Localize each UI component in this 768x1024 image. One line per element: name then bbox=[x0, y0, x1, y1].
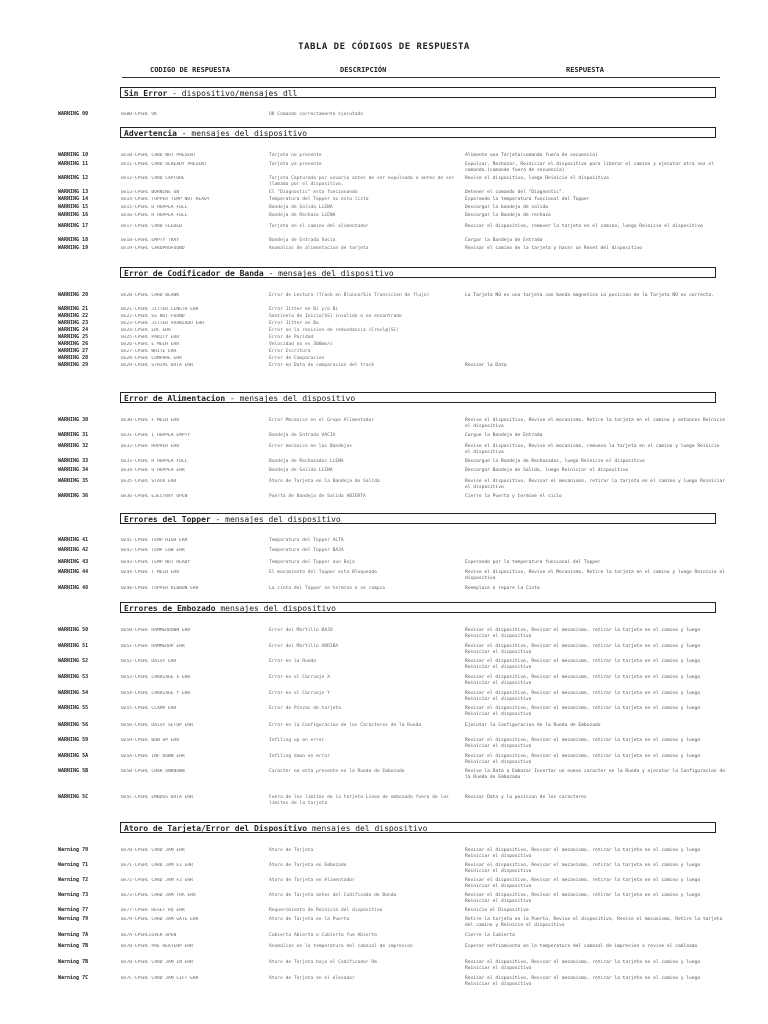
description: Atoro de Tarjeta en Embozado bbox=[269, 863, 347, 868]
response-code: 0x51-CPSRC HAMMERUP ERR bbox=[121, 644, 185, 649]
description: Error Escritura bbox=[269, 349, 311, 354]
warning-level: WARNING 21 bbox=[58, 306, 89, 312]
response: Revisar Data y la posicion de los caracteres bbox=[465, 795, 587, 800]
warning-level: WARNING 15 bbox=[58, 204, 89, 210]
warning-level: WARNING 52 bbox=[58, 658, 89, 664]
description: Error en la Rueda bbox=[269, 659, 317, 664]
description: Bandeja de Salida LLENA bbox=[269, 468, 333, 473]
description: Tarjeta en el camino del alimentador bbox=[269, 224, 369, 229]
description: Atoro de Tarjeta en Alimentador bbox=[269, 878, 355, 883]
section-subtitle: - mensajes del dispositivo bbox=[263, 269, 394, 278]
response-code: 0x28-CPSRC COMPARE ERR bbox=[121, 356, 182, 361]
warning-level: WARNING 42 bbox=[58, 547, 89, 553]
response-code: 0x43-CPSRC TEMP NOT READY bbox=[121, 560, 191, 565]
warning-level: WARNING 56 bbox=[58, 722, 89, 728]
section-title: Advertencia bbox=[124, 129, 177, 138]
response-code: 0x41-CPSRC TEMP HIGH ERR bbox=[121, 538, 188, 543]
response-code: 0x42-CPSRC TEMP LOW ERR bbox=[121, 548, 185, 553]
response: Cargar la Bandeja de Entrada bbox=[465, 238, 543, 243]
section-title: Error de Alimentacion bbox=[124, 394, 226, 403]
response-code: 0x17-CPSRC CARD FEEDED bbox=[121, 224, 182, 229]
response: Revise el dispositivo, Revise el mecanismo, remueva la tarjeta en el camino y luego Reinicie el dispositivo bbox=[465, 444, 720, 455]
response: Revisar el dispositivo, Revisar el mecanismo, retirar la tarjeta en el camino y luego Reiniciar el dispositivo bbox=[465, 628, 701, 639]
description: Requerimiento de Reinicio del dispositivo bbox=[269, 908, 383, 913]
response: Descargar Bandeja de Salida, luego Reiniciar el dispositivo bbox=[465, 468, 629, 473]
warning-level: WARNING 26 bbox=[58, 341, 89, 347]
warning-level: WARNING 20 bbox=[58, 292, 89, 298]
description: Error Mecanico en el Grupo Alimentador bbox=[269, 418, 375, 423]
response-code: 0x13-CPSRC BURNING ON bbox=[121, 190, 180, 195]
response: Revise el dispositivo, Revisar el mecanismo, retirar la tarjeta en el camino y luego Reiniciar el dispositivo bbox=[465, 479, 725, 490]
description: Error Jitter en Bi y/o Bi bbox=[269, 307, 339, 312]
page-title: TABLA DE CÓDIGOS DE RESPUESTA bbox=[298, 42, 470, 52]
warning-level: WARNING 22 bbox=[58, 313, 89, 319]
response: Cierre la Cubierta bbox=[465, 933, 515, 938]
response: Cargue la Bandeja de Entrada bbox=[465, 433, 543, 438]
warning-level: WARNING 32 bbox=[58, 443, 89, 449]
response-code: 0x34-CPSRC O HOPPER ERR bbox=[121, 468, 185, 473]
warning-level: WARNING 10 bbox=[58, 152, 89, 158]
warning-level: WARNING 30 bbox=[58, 417, 89, 423]
response: Descargue la Bandeja de Rechazados, luego Reinicie el dispositivo bbox=[465, 459, 645, 464]
response-code: 0x16-CPSRC R HOPPER FULL bbox=[121, 213, 188, 218]
response: Revisar el dispositivo, Revisar el mecanismo, retirar la tarjeta en el camino y luego Reiniciar el dispositivo bbox=[465, 706, 701, 717]
description: Anomalias en la temperatura del cabezal de impresion bbox=[269, 944, 413, 949]
description: Error de Lectura (Track en Blanco/Sin Transicion de flujo) bbox=[269, 293, 430, 298]
description: Sentinela de Inicio(SS) invalido o no encontrado bbox=[269, 314, 402, 319]
warning-level: Warning 7C bbox=[58, 975, 89, 981]
description: Cubierta Abierta o Cubierta fue Abierta bbox=[269, 933, 377, 938]
response: Revise la Data a Embozar Insertar un nuevo caracter en la Rueda y ejecutar la Configuracion de la Rueda de Embozado bbox=[465, 769, 725, 780]
response-code: 0x00-CPSRC OK bbox=[121, 112, 157, 117]
response: Revisar el dispositivo, remover la tarjeta en el camino, luego Reinicie el dispositivo bbox=[465, 224, 703, 229]
warning-level: WARNING 53 bbox=[58, 674, 89, 680]
description: Error en la Configuracion de los Caracteres de la Rueda bbox=[269, 723, 422, 728]
warning-level: Warning 7B bbox=[58, 943, 89, 949]
response: Esperando por la temperatura funcional del Topper bbox=[465, 560, 601, 565]
warning-level: Warning 7B bbox=[58, 959, 89, 965]
response: Ejecutar la Configuracion de la Rueda de Embozado bbox=[465, 723, 601, 728]
description: Atoro de Tarjeta bajo el Codificador Rm bbox=[269, 960, 377, 965]
section-subtitle: - mensajes del dispositivo bbox=[225, 394, 356, 403]
description: Temperatura del Topper aun Baja bbox=[269, 560, 355, 565]
section-title: Sin Error bbox=[124, 89, 168, 98]
description: Bandeja de Rechazados LLENA bbox=[269, 459, 344, 464]
section-subtitle: - mensajes del dispositivo bbox=[176, 129, 308, 138]
section-header bbox=[120, 392, 716, 403]
description: Temperatura del Topper no esta lista bbox=[269, 197, 369, 202]
warning-level: WARNING 25 bbox=[58, 334, 89, 340]
response: Descargar la bandeja de salida bbox=[465, 205, 548, 210]
response-code: 0x26-CPSRC E MECH ERR bbox=[121, 342, 180, 347]
header-response: RESPUESTA bbox=[566, 66, 604, 74]
description: Temperatura del Topper BAJA bbox=[269, 548, 344, 553]
warning-level: WARNING 19 bbox=[58, 245, 89, 251]
response: Revise el dispositivo, luego Reinicie el dispositivo bbox=[465, 176, 609, 181]
warning-level: WARNING 16 bbox=[58, 212, 89, 218]
description: Anomalias de alimentacion de tarjeta bbox=[269, 246, 369, 251]
response-code: 0x25-CPSRC PARITY ERR bbox=[121, 335, 180, 340]
description: Error mecanico en las Bandejas bbox=[269, 444, 352, 449]
warning-level: WARNING 5C bbox=[58, 794, 89, 800]
description: Atoro de Tarjeta antes del Codificado de Banda bbox=[269, 893, 397, 898]
warning-level: WARNING 13 bbox=[58, 189, 89, 195]
description: Atoro de Tarjeta en la Puerta bbox=[269, 917, 350, 922]
response: Revisar el dispositivo, Revisar el mecanismo, retirar la tarjeta en el camino y luego Reiniciar el dispositivo bbox=[465, 960, 701, 971]
description: Bandeja de Entrada VACIA bbox=[269, 433, 336, 438]
description: Error en la revision de redundancia (Crosl@(SC) bbox=[269, 328, 399, 333]
response: Revise el dispositivo, Revise el mecanismo, Retire la tarjeta en el camino y entonces Reinicie el dispositivo bbox=[465, 418, 725, 429]
response-code: 0x15-CPSRC D HOPPER FULL bbox=[121, 205, 188, 210]
description: Atoro de Tarjeta en la Bandeja de Salida bbox=[269, 479, 380, 484]
warning-level: WARNING 29 bbox=[58, 362, 89, 368]
response-code: 0x27-CPSRC WRITE ERR bbox=[121, 349, 177, 354]
section-header bbox=[120, 602, 716, 613]
response-code: 0x48-CPSRC TOPPER RIBBON ERR bbox=[121, 586, 199, 591]
section-title: Errores de Embozado bbox=[124, 604, 216, 613]
response-code: 0x11-CPSRC CARD ALREADY PRESENT bbox=[121, 162, 207, 167]
warning-level: WARNING 50 bbox=[58, 627, 89, 633]
description: Error en Data de comparacion del track bbox=[269, 363, 375, 368]
response: Esperando la temperatura funcional del Topper bbox=[465, 197, 590, 202]
description: Bandeja de Entrada Vacia bbox=[269, 238, 336, 243]
response: Revisar el dispositivo, Revisar el mecanismo, retirar la tarjeta en el camino y luego Reiniciar el dispositivo bbox=[465, 754, 701, 765]
response-code: 0x72-CPSRC CARD JAM F2 ERR bbox=[121, 878, 193, 883]
warning-level: WARNING 48 bbox=[58, 585, 89, 591]
warning-level: WARNING 54 bbox=[58, 690, 89, 696]
response-code: 0x7B-CPSRC PRE HEATERP ERR bbox=[121, 944, 193, 949]
section-title: Error de Codificador de Banda bbox=[124, 269, 264, 278]
response-code: 0x55-CPSRC CLAMP ERR bbox=[121, 706, 177, 711]
response-code: 0x12-CPSRC CARD CAPTURE bbox=[121, 176, 185, 181]
response-code: 0x14-CPSRC TOPPER TEMP NOT READY bbox=[121, 197, 210, 202]
section-header bbox=[120, 127, 716, 138]
response: Revisar el dispositivo, Revisar el mecanismo, retirar la tarjeta en el camino y luego Reiniciar el dispositivo bbox=[465, 675, 701, 686]
warning-level: Warning 7A bbox=[58, 932, 89, 938]
description: Error del Martillo ARRIBA bbox=[269, 644, 339, 649]
response: Revisar el dispositivo, Revisar el mecanismo, retirar la tarjeta en el camino y luego Reiniciar el dispositivo bbox=[465, 976, 701, 987]
response: Descargar la Bandeja de rechazo bbox=[465, 213, 551, 218]
warning-level: WARNING 23 bbox=[58, 320, 89, 326]
response-code: 0x35-CPSRC STACK ERR bbox=[121, 479, 177, 484]
response-code: 0x7B-CPSRC CARD JAM IN ERR bbox=[121, 960, 193, 965]
description: Error de Paridad bbox=[269, 335, 314, 340]
response-code: 0x7A-CPSRCCOVER OPEN bbox=[121, 933, 177, 938]
warning-level: WARNING 35 bbox=[58, 478, 89, 484]
description: Error de Pinzas de tarjeta bbox=[269, 706, 341, 711]
section-header bbox=[120, 513, 716, 524]
response: Revise el dispositivo, Revise el Mecanismo, Retire la tarjeta en el camino y luego Reinicie el dispositivo bbox=[465, 570, 725, 581]
response: Revisar el dispositivo, Revisar el mecanismo, retirar la tarjeta en el camino y luego Reiniciar el dispositivo bbox=[465, 878, 701, 889]
response: Revisar el dispositivo, Revisar el mecanismo, retirar la tarjeta en el camino y luego Reiniciar el dispositivo bbox=[465, 738, 701, 749]
response: Detener el comando del "Diagnostic". bbox=[465, 190, 565, 195]
response: Revisar la Data bbox=[465, 363, 507, 368]
warning-level: Warning 73 bbox=[58, 892, 89, 898]
warning-level: WARNING 55 bbox=[58, 705, 89, 711]
warning-level: WARNING 31 bbox=[58, 432, 89, 438]
description: Error del Martillo BAJO bbox=[269, 628, 333, 633]
warning-level: Warning 72 bbox=[58, 877, 89, 883]
response-code: 0x10-CPSRC CARD NOT PRESENT bbox=[121, 153, 196, 158]
warning-level: WARNING 5B bbox=[58, 768, 89, 774]
section-title: Atoro de Tarjeta/Error del Dispositivo bbox=[124, 824, 308, 833]
response-code: 0x56-CPSRC DAISY SETUP ERR bbox=[121, 723, 193, 728]
response-code: 0x33-CPSRC R HOPPER FULL bbox=[121, 459, 188, 464]
section-subtitle: - dispositivo/mensajes dll bbox=[167, 89, 298, 98]
section-subtitle: - mensajes del dispositivo bbox=[210, 515, 341, 524]
warning-level: WARNING 14 bbox=[58, 196, 89, 202]
description: Bandeja de Rechazo LLENA bbox=[269, 213, 336, 218]
header-rule bbox=[122, 77, 720, 78]
description: Temperatura del Topper ALTA bbox=[269, 538, 344, 543]
response-code: 0x32-CPSRC HOPPER ERR bbox=[121, 444, 180, 449]
warning-level: WARNING 36 bbox=[58, 493, 89, 499]
response: Expulsar, Rechazar, Reiniciar el dispositivo para liberar el camino y ejecutar otra vez el comando.(comando fuera de secuencia) bbox=[465, 162, 714, 173]
description: Error en el Carruaje X bbox=[269, 675, 330, 680]
warning-level: WARNING 27 bbox=[58, 348, 89, 354]
warning-level: WARNING 44 bbox=[58, 569, 89, 575]
warning-level: WARNING 33 bbox=[58, 458, 89, 464]
warning-level: WARNING 24 bbox=[58, 327, 89, 333]
response-code: 0x73-CPSRC CARD JAM TRA ERR bbox=[121, 893, 196, 898]
response-code: 0x79-CPSRC CARD JAM GATE ERR bbox=[121, 917, 199, 922]
section-subtitle: mensajes del dispositivo bbox=[307, 824, 428, 833]
section-title: Errores del Topper bbox=[124, 515, 211, 524]
response-code: 0x59-CPSRC BON UP ERR bbox=[121, 738, 180, 743]
description: Infiling down en error bbox=[269, 754, 330, 759]
response-code: 0x22-CPSRC SS NOT FOUND bbox=[121, 314, 185, 319]
description: Tarjeta ya presente bbox=[269, 162, 322, 167]
response-code: 0x29-CPSRC STRIPE DATA ERR bbox=[121, 363, 193, 368]
description: El "Diagnostic" esta funcionando bbox=[269, 190, 358, 195]
warning-level: WARNING 34 bbox=[58, 467, 89, 473]
response-code: 0x44-CPSRC T MECH ERR bbox=[121, 570, 180, 575]
header-description: DESCRIPCIÓN bbox=[340, 66, 387, 74]
response: La Tarjeta NO es una tarjeta con banda magnetica La posicion de la Tarjeta NO es correcta. bbox=[465, 293, 714, 298]
response-code: 0x54-CPSRC CARRIAGE Y ERR bbox=[121, 691, 191, 696]
description: Atoro de Tarjeta bbox=[269, 848, 314, 853]
section-header bbox=[120, 822, 716, 833]
section-header bbox=[120, 87, 716, 98]
response-code: 0x5B-CPSRC CHAR UNKNOWN bbox=[121, 769, 185, 774]
response: Revisar el dispositivo, Revisar el mecanismo, retirar la tarjeta en el camino y luego Reiniciar el dispositivo bbox=[465, 848, 701, 859]
description: Error en el Carruaje Y bbox=[269, 691, 330, 696]
response-code: 0x5C-CPSRC EMBOSS DATA ERR bbox=[121, 795, 193, 800]
response: Revisar el dispositivo, Revisar el mecanismo, retirar la tarjeta en el camino y luego Reiniciar el dispositivo bbox=[465, 644, 701, 655]
response: Revisar el dispositivo, Revisar el mecanismo, retirar la tarjeta en el camino y luego Reiniciar el dispositivo bbox=[465, 691, 701, 702]
response-code: 0x5A-CPSRC INF DOWN ERR bbox=[121, 754, 185, 759]
response: Esperar enfriamiento en la temperatura del cabezal de impresion o revise el cableado bbox=[465, 944, 698, 949]
description: Infiling up en error bbox=[269, 738, 325, 743]
response: Revisar el dispositivo, Revisar el mecanismo, retirar la tarjeta en el camino y luego Reiniciar el dispositivo bbox=[465, 893, 701, 904]
response-code: 0x7C-CPSRC CARD JAM LIFT ERR bbox=[121, 976, 199, 981]
description: OK Comando correctamente ejecutado bbox=[269, 112, 364, 117]
warning-level: Warning 79 bbox=[58, 916, 89, 922]
warning-level: WARNING 43 bbox=[58, 559, 89, 565]
description: Puerta de Bandeja de Salida ABIERTA bbox=[269, 494, 366, 499]
response: Revisar el dispositivo, Revisar el mecanismo, retirar la tarjeta en el camino y luego Reiniciar el dispositivo bbox=[465, 863, 701, 874]
warning-level: WARNING 5A bbox=[58, 753, 89, 759]
description: Error de Comparacion bbox=[269, 356, 325, 361]
response: Revisar el dispositivo, Revisar el mecanismo, retirar la tarjeta en el camino y luego Reiniciar el dispositivo bbox=[465, 659, 701, 670]
response-code: 0x30-CPSRC F MECH ERR bbox=[121, 418, 180, 423]
warning-level: Warning 70 bbox=[58, 847, 89, 853]
description: Velocidad no es 300mm/s bbox=[269, 342, 333, 347]
response-code: 0x36-CPSRC EJECTRAY OPEN bbox=[121, 494, 188, 499]
warning-level: WARNING 00 bbox=[58, 111, 89, 117]
response: Reinicie el Dispositivo bbox=[465, 908, 529, 913]
response-code: 0x71-CPSRC CARD JAM E1 ERR bbox=[121, 863, 193, 868]
warning-level: WARNING 12 bbox=[58, 175, 89, 181]
warning-level: Warning 77 bbox=[58, 907, 89, 913]
response-code: 0x21-CPSRC JITTER LENGTH ERR bbox=[121, 307, 199, 312]
description: Tarjeta no presente bbox=[269, 153, 322, 158]
warning-level: WARNING 28 bbox=[58, 355, 89, 361]
response: Retire la tarjeta en la Puerta, Revise el dispositivo, Revise el mecanismo, Retire la tarjeta del camino y Reinicie el dispositivo bbox=[465, 917, 723, 928]
description: Error Jitter en Ba bbox=[269, 321, 319, 326]
response: Cierre la Puerta y termine el ciclo bbox=[465, 494, 562, 499]
description: Atoro de Tarjeta en el elevador bbox=[269, 976, 355, 981]
header-code: CODIGO DE RESPUESTA bbox=[150, 66, 231, 74]
response-code: 0x31-CPSRC I HOPPER EMPTY bbox=[121, 433, 191, 438]
response: Reemplace o repare la Cinta bbox=[465, 586, 540, 591]
warning-level: WARNING 41 bbox=[58, 537, 89, 543]
response-code: 0x50-CPSRC HAMMERDOWN ERR bbox=[121, 628, 191, 633]
response-code: 0x18-CPSRC EMPTY TRAY bbox=[121, 238, 180, 243]
response-code: 0x52-CPSRC DAISY ERR bbox=[121, 659, 177, 664]
response-code: 0x77-CPSRC RESET RQ ERR bbox=[121, 908, 185, 913]
response-code: 0x24-CPSRC LRC ERR bbox=[121, 328, 171, 333]
warning-level: WARNING 17 bbox=[58, 223, 89, 229]
warning-level: WARNING 59 bbox=[58, 737, 89, 743]
response-code: 0x19-CPSRC CARDPROFOUND bbox=[121, 246, 185, 251]
warning-level: Warning 71 bbox=[58, 862, 89, 868]
section-subtitle: mensajes del dispositivo bbox=[215, 604, 336, 613]
description: El movimiento del Topper esta Bloqueado bbox=[269, 570, 377, 575]
description: Caracter no esta presente en la Rueda de Embozado bbox=[269, 769, 405, 774]
warning-level: WARNING 18 bbox=[58, 237, 89, 243]
warning-level: WARNING 11 bbox=[58, 161, 89, 167]
response: Revisar el camino de la tarjeta y hacer un Reset del dispositivo bbox=[465, 246, 643, 251]
response-code: 0x53-CPSRC CARRIAGE X ERR bbox=[121, 675, 191, 680]
description: Fuera de los limites de la tarjeta Linea de embozado fuera de los limites de la tarjeta bbox=[269, 795, 449, 806]
description: Bandeja de Salida LLENA bbox=[269, 205, 333, 210]
warning-level: WARNING 51 bbox=[58, 643, 89, 649]
description: La cinta del Topper se termino o se rompio bbox=[269, 586, 386, 591]
response-code: 0x23-CPSRC JITTER AVANZADO ERR bbox=[121, 321, 204, 326]
description: Tarjeta Capturada por usuario antes de ser expulsada o antes de ser llamada por el dispositivo. bbox=[269, 176, 455, 187]
section-header bbox=[120, 267, 716, 278]
response: Alimente una Tarjeta(comando fuera de secuencia) bbox=[465, 153, 598, 158]
response-code: 0x20-CPSRC CARD BLANK bbox=[121, 293, 180, 298]
response-code: 0x70-CPSRC CARD JAM ERR bbox=[121, 848, 185, 853]
